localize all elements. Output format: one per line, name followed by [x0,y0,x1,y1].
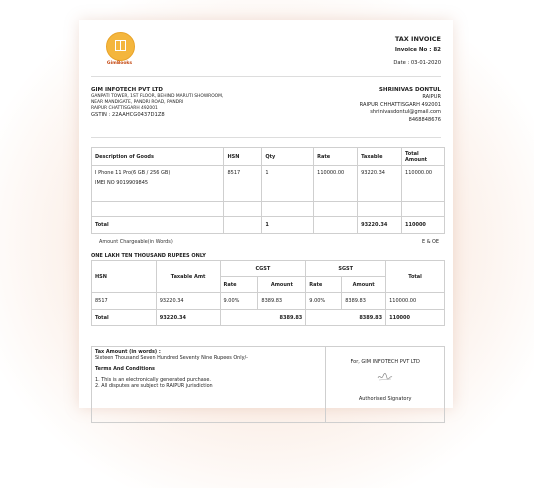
logo-text: GimBooks [106,61,133,66]
terms-line-1: 1. This is an electronically generated purchase. [95,377,211,383]
tax-total-cgst: 8389.83 [220,310,306,326]
terms-line-2: 2. All disputes are subject to RAIPUR jurisdiction [95,383,213,389]
tax-taxable: 93220.34 [156,293,220,310]
invoice-date: Date : 03-01-2020 [393,60,441,66]
cgst-rate: 9.00% [220,293,258,310]
items-total-row [92,217,445,234]
tax-words: Sixteen Thousand Seven Hundred Seventy Nine Rupees Only/- [95,355,248,361]
buyer-city: RAIPUR [422,94,441,101]
item-total: 110000.00 [402,166,445,202]
tax-total-label: Total [92,310,157,326]
buyer-name: SHRINIVAS DONTUL [378,87,441,93]
tax-header-row [92,261,445,277]
sgst-amount-header: Amount [342,277,386,293]
items-header-row [92,148,445,166]
tax-total-taxable: 93220.34 [156,310,220,326]
seller-address-3: RAIPUR CHATTISGARH 492001 [91,106,158,111]
items-table [91,147,445,234]
tax-col-cgst: CGST [220,261,306,277]
book-icon [115,40,126,51]
tax-total-sgst: 8389.83 [306,310,386,326]
col-hsn: HSN [224,148,262,166]
footer-table [91,346,445,423]
amount-words-label: Amount Chargeable(in Words) [99,239,173,245]
amount-words-caps: ONE LAKH TEN THOUSAND RUPEES ONLY [91,253,206,259]
cgst-amount: 8389.83 [258,293,306,310]
signature-icon [376,372,394,382]
seller-block [91,87,223,118]
seller-address-2: NEAR MANDIGATE, PANDRI ROAD, PANDRI [91,100,184,105]
item-rate: 110000.00 [314,166,358,202]
company-logo [106,32,135,61]
buyer-email: shrinivasdontul@gmail.com [370,109,441,116]
item-description-cell [92,166,224,202]
tax-total: 110000.00 [386,293,445,310]
col-taxable: Taxable [358,148,402,166]
buyer-block [360,87,441,124]
authorised-signatory: Authorised Signatory [358,396,412,402]
invoice-title: TAX INVOICE [394,35,441,43]
tax-total-amount: 110000 [386,310,445,326]
divider [91,76,441,77]
items-total-amount: 110000 [402,217,445,234]
for-company: For, GIM INFOTECH PVT LTD [350,359,420,365]
item-description: I Phone 11 Pro(6 GB / 256 GB) [95,170,171,176]
sgst-rate: 9.00% [306,293,342,310]
items-total-label: Total [92,217,224,234]
item-imei: IMEI NO 9019909845 [95,180,149,186]
items-total-qty: 1 [262,217,314,234]
col-total-amount: Total Amount [402,148,445,166]
tax-total-row [92,310,445,326]
col-description: Description of Goods [92,148,224,166]
footer-right [326,347,445,423]
cgst-rate-header: Rate [220,277,258,293]
tax-words-label: Tax Amount (in words) : [95,349,161,355]
items-total-taxable: 93220.34 [358,217,402,234]
sgst-rate-header: Rate [306,277,342,293]
table-row [92,293,445,310]
seller-address-1: GANPATI TOWER, 1ST FLOOR, BEHIND MARUTI SHOWROOM, [91,94,224,99]
footer-left [92,347,326,423]
buyer-phone: 8468848676 [408,116,441,123]
seller-name: GIM INFOTECH PVT LTD [91,87,163,93]
buyer-address: RAIPUR CHHATTISGARH 492001 [359,101,441,108]
table-row [92,166,445,202]
eoe-label: E & OE [422,239,439,245]
tax-col-taxable: Taxable Amt [156,261,220,293]
seller-gstin: GSTIN : 22AAHCG0437D1Z8 [91,112,165,118]
tax-col-total: Total [386,261,445,293]
invoice-number: Invoice No : 82 [394,47,441,53]
col-rate: Rate [314,148,358,166]
empty-row [92,202,445,217]
item-hsn: 8517 [224,166,262,202]
tax-col-sgst: SGST [306,261,386,277]
item-taxable: 93220.34 [358,166,402,202]
terms-title: Terms And Conditions [95,366,155,372]
item-qty: 1 [262,166,314,202]
divider [91,137,441,138]
invoice-paper [79,20,453,408]
cgst-amount-header: Amount [258,277,306,293]
tax-col-hsn: HSN [92,261,157,293]
col-qty: Qty [262,148,314,166]
tax-hsn: 8517 [92,293,157,310]
sgst-amount: 8389.83 [342,293,386,310]
tax-table [91,260,445,326]
